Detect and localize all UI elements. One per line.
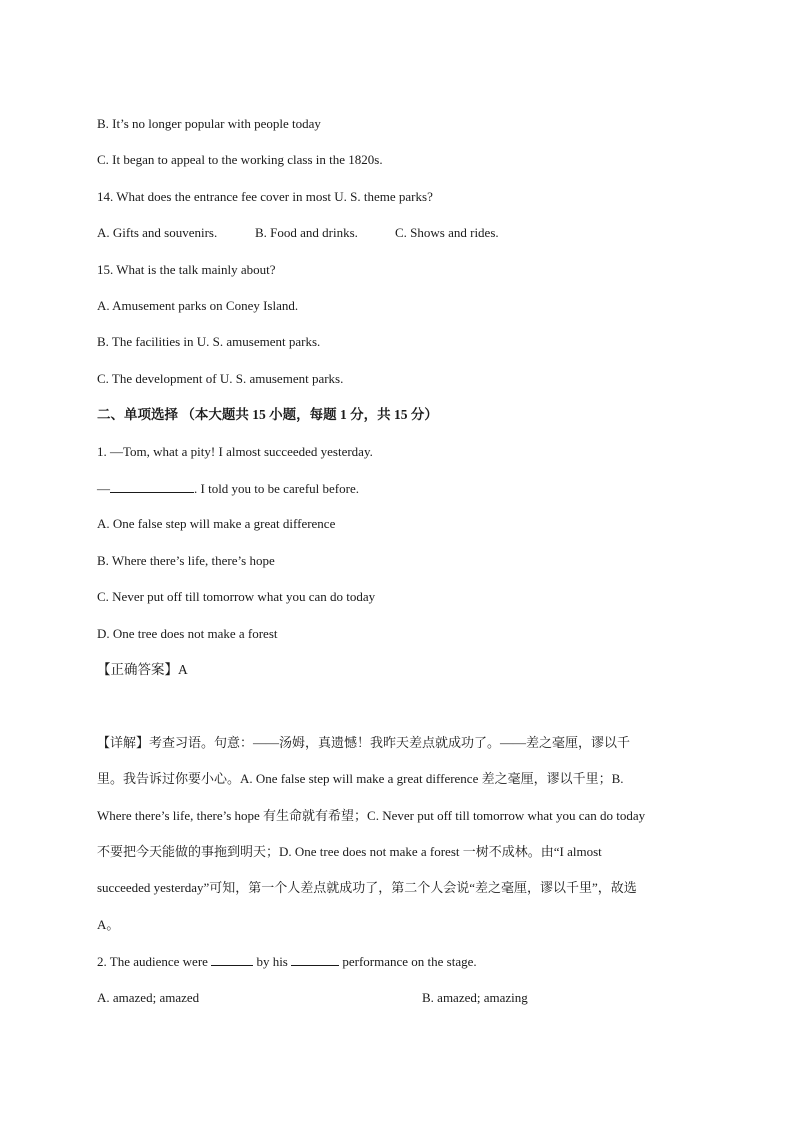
q2-stem-part1: 2. The audience were <box>97 954 208 969</box>
q1-explanation-line5: succeeded yesterday”可知，第一个人差点就成功了，第二个人会说“差之毫厘，谬以千里”，故选 <box>97 880 637 895</box>
q14-options <box>97 225 499 241</box>
q15-option-c: C. The development of U. S. amusement parks. <box>97 371 344 386</box>
q14-option-a: A. Gifts and souvenirs. <box>97 225 218 240</box>
q1-option-a: A. One false step will make a great difference <box>97 516 336 531</box>
q14-option-c: C. Shows and rides. <box>395 225 499 240</box>
q1-correct-answer: 【正确答案】A <box>97 662 188 677</box>
q1-explanation-line1: 【详解】考查习语。句意：——汤姆，真遗憾！我昨天差点就成功了。——差之毫厘，谬以千 <box>97 735 631 750</box>
q1-explanation-line2: 里。我告诉过你要小心。A. One false step will make a great difference 差之毫厘，谬以千里；B. <box>97 771 624 786</box>
q2-stem-part3: performance on the stage. <box>342 954 477 969</box>
q2-option-a: A. amazed; amazed <box>97 990 200 1005</box>
q1-dialogue-line2 <box>97 480 359 497</box>
q2-stem <box>97 953 477 970</box>
q1-line2-suffix: . I told you to be careful before. <box>194 481 359 496</box>
q2-options <box>97 990 528 1006</box>
q1-option-b: B. Where there’s life, there’s hope <box>97 553 275 568</box>
q1-explanation-line4: 不要把今天能做的事拖到明天；D. One tree does not make a forest 一树不成林。由“I almost <box>97 844 602 859</box>
q13-option-b: B. It’s no longer popular with people today <box>97 116 321 131</box>
q1-answer-blank <box>110 480 194 493</box>
q1-option-d: D. One tree does not make a forest <box>97 626 278 641</box>
section-heading: 二、单项选择 （本大题共 15 小题，每题 1 分，共 15 分） <box>97 407 438 422</box>
q1-dialogue-line1: 1. —Tom, what a pity! I almost succeeded yesterday. <box>97 444 373 459</box>
q1-explanation-line3: Where there’s life, there’s hope 有生命就有希望；C. Never put off till tomorrow what you can do today <box>97 808 646 823</box>
q14-stem: 14. What does the entrance fee cover in most U. S. theme parks? <box>97 189 433 204</box>
q15-stem: 15. What is the talk mainly about? <box>97 262 276 277</box>
q2-blank-2 <box>291 953 339 966</box>
q2-stem-part2: by his <box>256 954 288 969</box>
q15-option-b: B. The facilities in U. S. amusement parks. <box>97 334 321 349</box>
q14-option-b: B. Food and drinks. <box>255 225 358 240</box>
q15-option-a: A. Amusement parks on Coney Island. <box>97 298 299 313</box>
q13-option-c: C. It began to appeal to the working class in the 1820s. <box>97 152 383 167</box>
q1-dash: — <box>97 481 110 496</box>
q1-option-c: C. Never put off till tomorrow what you can do today <box>97 589 376 604</box>
q2-option-b: B. amazed; amazing <box>422 990 528 1005</box>
q1-explanation-line6: A。 <box>97 917 120 932</box>
q2-blank-1 <box>211 953 253 966</box>
